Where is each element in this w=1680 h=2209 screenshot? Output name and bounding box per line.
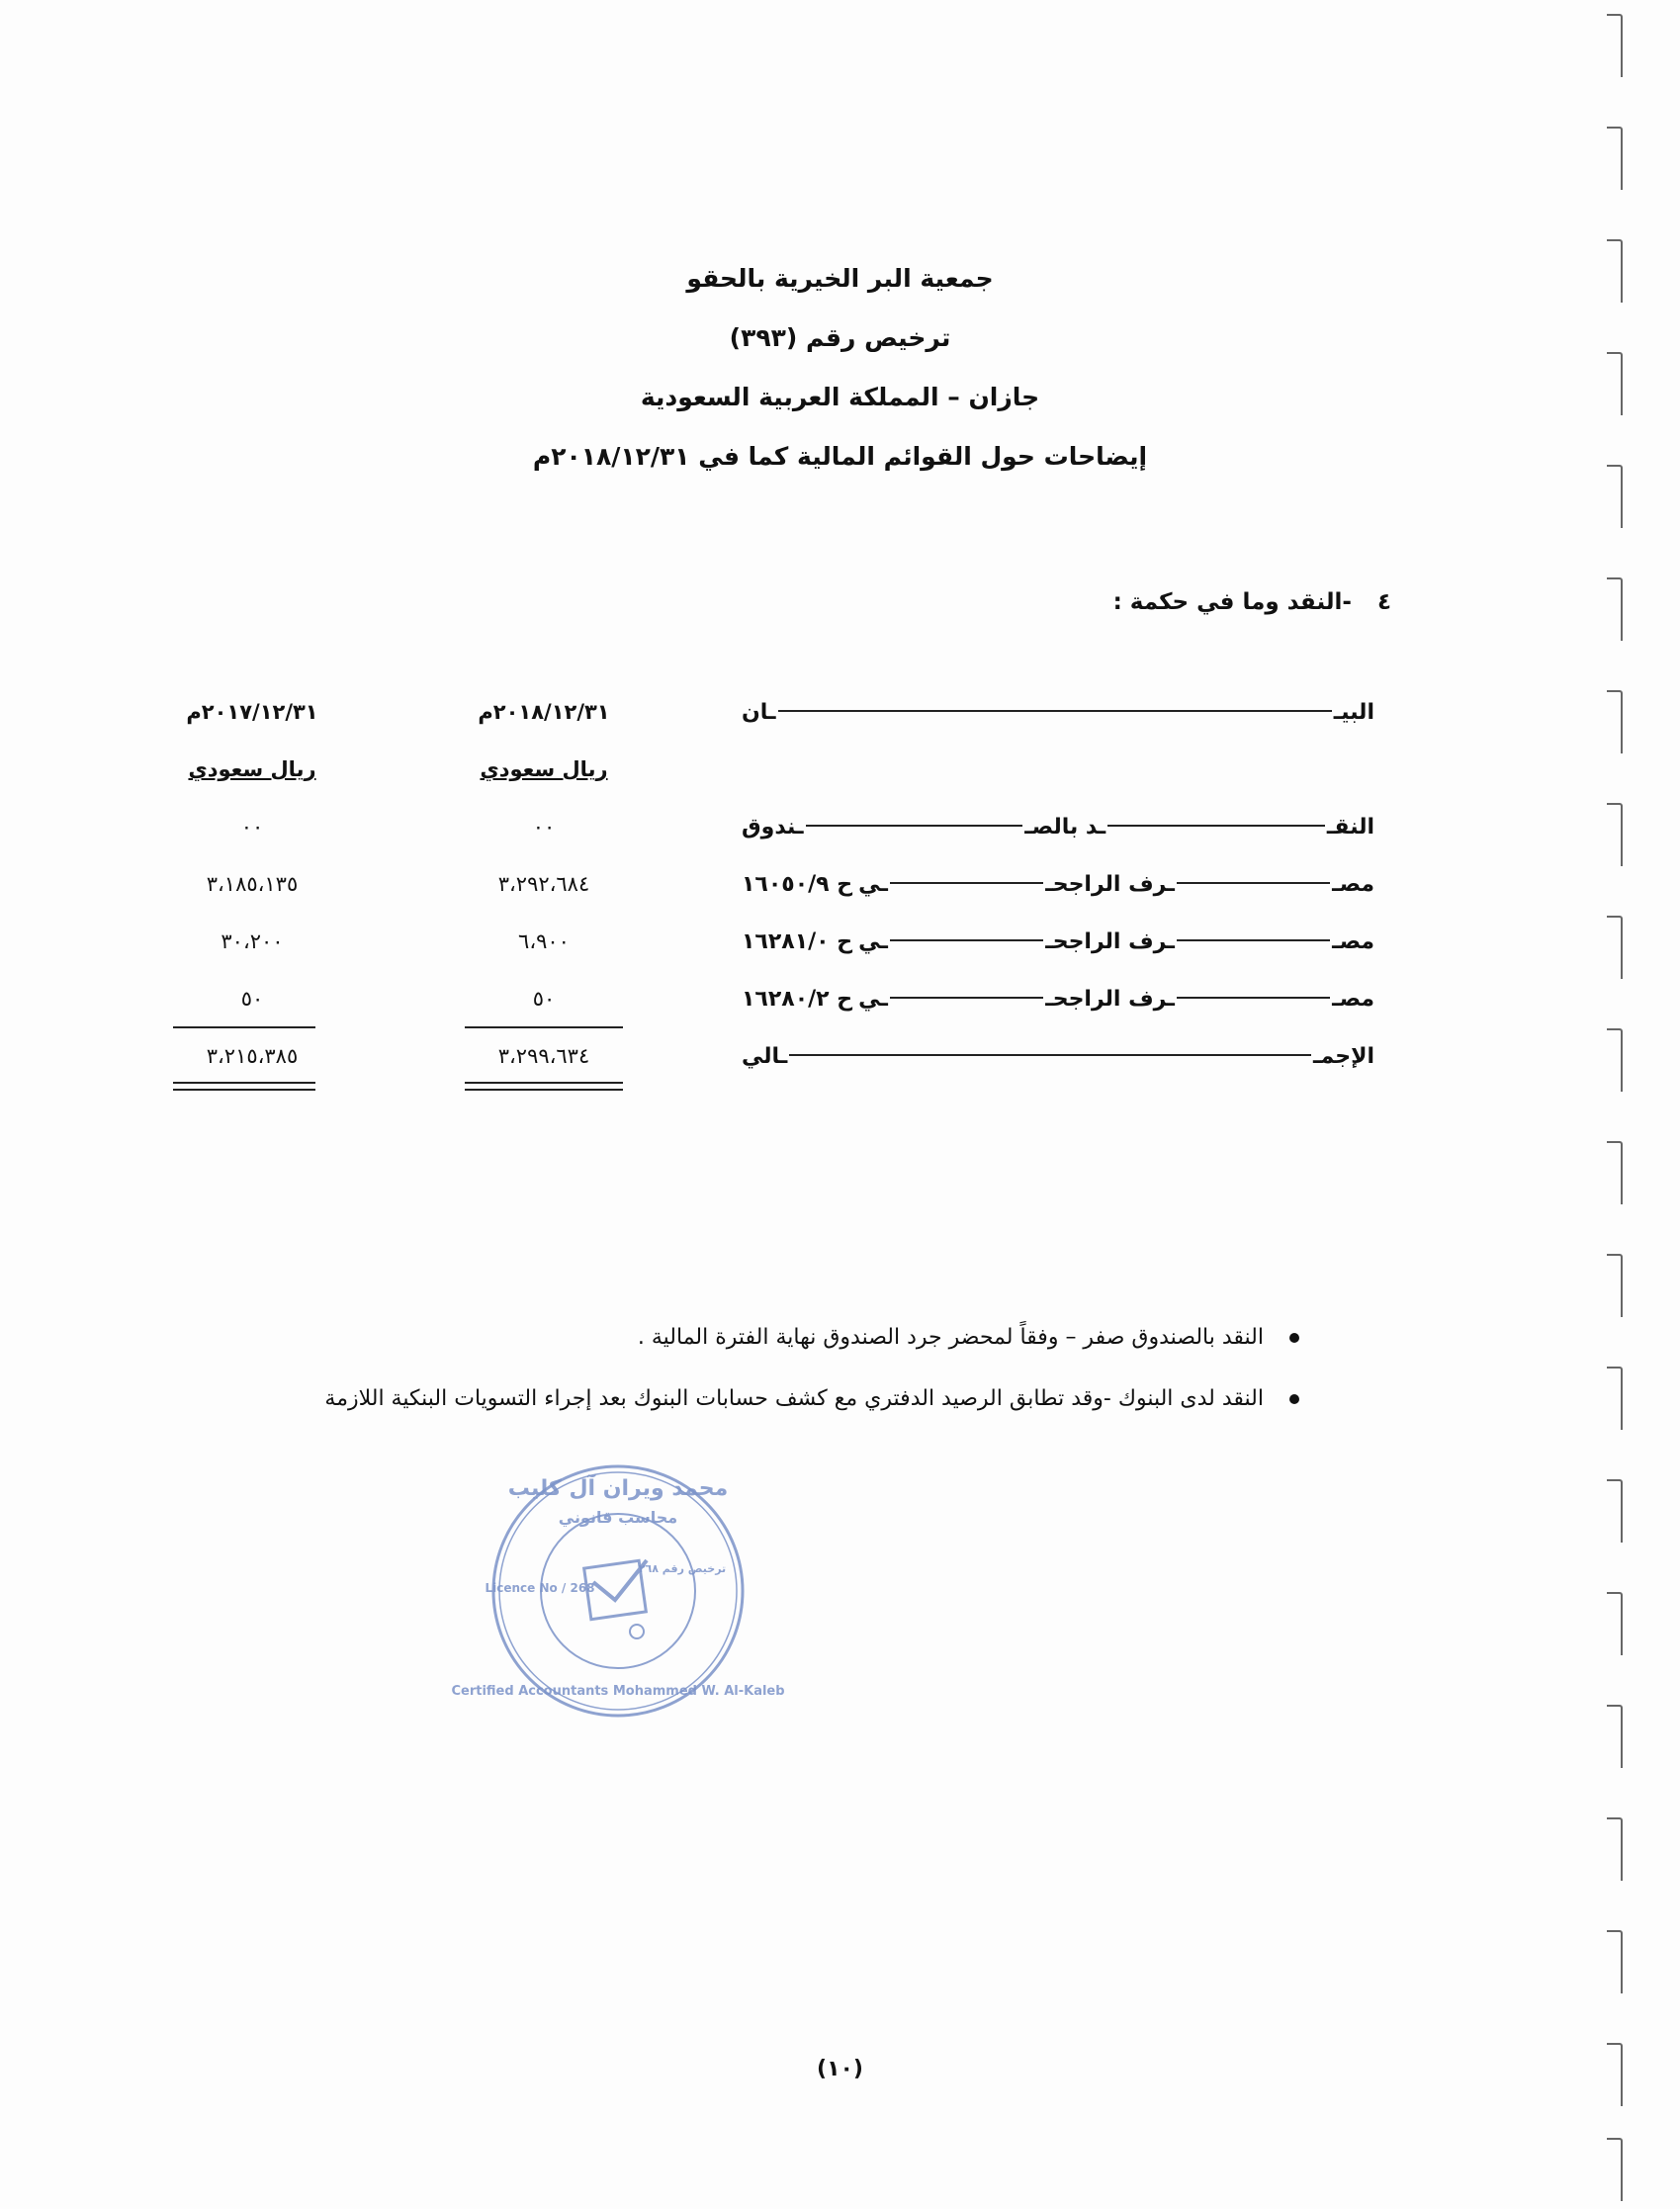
value-2018: ٣،٢٩٢،٦٨٤ [497, 872, 590, 896]
notes-list [261, 1313, 1299, 1424]
license-number: ترخيص رقم (٣٩٣) [729, 323, 951, 352]
account-number: ح ١٦٢٨٠/٢ [741, 987, 853, 1012]
row-description: مصـ ـرف الراجحـ ـي ح ١٦٢٨٠/٢ [741, 987, 1374, 1012]
account-number: ح ١٦٢٨١/٠ [741, 929, 853, 954]
document-subtitle: إيضاحات حول القوائم المالية كما في ٢٠١٨/١٢/٣١م [532, 442, 1148, 471]
binder-mark [1607, 1930, 1623, 1993]
section-heading [1113, 589, 1391, 615]
value-2017: ٠٠ [240, 815, 264, 839]
list-item [261, 1374, 1299, 1424]
value-2017: ٣٠،٢٠٠ [221, 929, 284, 953]
page-number: (١٠) [817, 2057, 863, 2081]
row-description: مصـ ـرف الراجحـ ـي ح ١٦٢٨١/٠ [741, 929, 1374, 954]
currency-label-2017: ريال سعودي [188, 757, 316, 781]
description-header: البيـ ـان [742, 700, 1374, 725]
value-2018: ٥٠ [532, 987, 556, 1011]
row-description: مصـ ـرف الراجحـ ـي ح ١٦٠٥٠/٩ [741, 872, 1374, 897]
value-2018: ٠٠ [532, 815, 556, 839]
binder-mark [1607, 916, 1623, 979]
stamp-license-ar: ترخيص رقم ٢٦٨ [638, 1562, 727, 1575]
binder-mark [1607, 1592, 1623, 1655]
account-number: ح ١٦٠٥٠/٩ [741, 872, 853, 897]
location: جازان – المملكة العربية السعودية [640, 383, 1040, 411]
binder-mark [1607, 2138, 1623, 2201]
stamp-licence-en: Licence No / 268 [485, 1581, 595, 1595]
stamp-english-text: Certified Accountants Mohammed W. Al-Kaleb [451, 1684, 785, 1699]
binder-mark [1607, 577, 1623, 641]
total-double-rule-2017 [173, 1082, 315, 1091]
column-header-2017: ٢٠١٧/١٢/٣١م [186, 700, 318, 724]
binder-mark [1607, 1705, 1623, 1768]
column-header-2018: ٢٠١٨/١٢/٣١م [478, 700, 610, 724]
value-2017: ٥٠ [240, 987, 264, 1011]
section-title: -النقد وما في حكمة : [1112, 589, 1352, 615]
binder-mark [1607, 14, 1623, 77]
binder-mark [1607, 127, 1623, 190]
binder-mark [1607, 1479, 1623, 1543]
stamp-arabic-title: محاسب قانوني [558, 1508, 678, 1527]
bullet-icon [1289, 1394, 1299, 1404]
row-description: النقـ ـد بالصـ ـندوق [741, 815, 1374, 839]
total-description: الإجمـ ـالي [742, 1044, 1374, 1069]
table-row [158, 922, 1374, 979]
accountant-stamp-icon [451, 1461, 785, 1721]
organization-name: جمعية البر الخيرية بالحقو [686, 264, 994, 293]
note-text: النقد لدى البنوك -وقد تطابق الرصيد الدفتري مع كشف حسابات البنوك بعد إجراء التسويات البنكية اللازمة [324, 1386, 1264, 1411]
currency-label-2018: ريال سعودي [480, 757, 608, 781]
cash-table [158, 692, 1374, 1094]
total-2017: ٣،٢١٥،٣٨٥ [206, 1044, 299, 1068]
binder-mark [1607, 690, 1623, 753]
section-number: ٤ [1376, 589, 1391, 615]
binder-mark [1607, 803, 1623, 866]
subtotal-rule-2017 [173, 1026, 315, 1028]
binder-mark [1607, 1367, 1623, 1430]
stamp-arabic-name: محمد ويران آل كليب [507, 1476, 729, 1501]
subtotal-rule-2018 [465, 1026, 623, 1028]
document-header [0, 249, 1680, 486]
bullet-icon [1289, 1333, 1299, 1343]
list-item [261, 1313, 1299, 1363]
total-row [158, 1036, 1374, 1094]
binder-mark [1607, 1254, 1623, 1317]
binder-mark [1607, 1817, 1623, 1881]
table-row [158, 979, 1374, 1036]
table-row [158, 864, 1374, 922]
note-text: النقد بالصندوق صفر – وفقاً لمحضر جرد الصندوق نهاية الفترة المالية . [637, 1325, 1264, 1350]
total-double-rule-2018 [465, 1082, 623, 1091]
binder-mark [1607, 1141, 1623, 1204]
table-header-row [158, 692, 1374, 750]
binder-mark [1607, 1028, 1623, 1092]
value-2018: ٦،٩٠٠ [518, 929, 570, 953]
value-2017: ٣،١٨٥،١٣٥ [206, 872, 299, 896]
currency-row [158, 750, 1374, 807]
table-row [158, 807, 1374, 864]
total-2018: ٣،٢٩٩،٦٣٤ [497, 1044, 590, 1068]
